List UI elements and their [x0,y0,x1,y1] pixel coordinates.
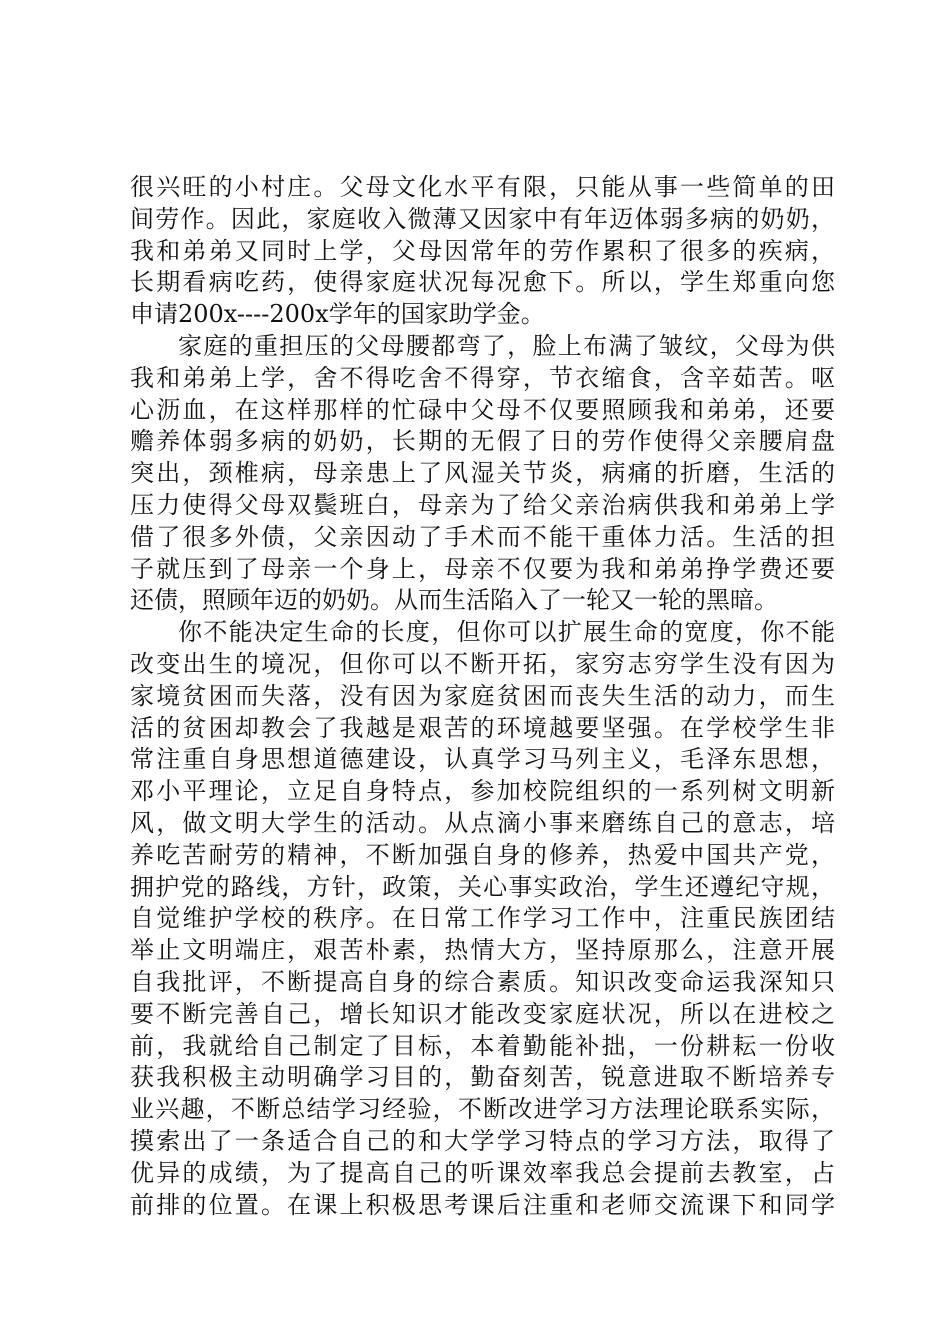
text-line: 长期看病吃药，使得家庭状况每况愈下。所以，学生郑重向您 [130,268,835,297]
text-line: 我和弟弟上学，舍不得吃舍不得穿，节衣缩食，含辛茹苦。呕 [130,363,835,392]
text-line: 举止文明端庄，艰苦朴素，热情大方，坚持原那么，注意开展 [130,936,835,965]
text-line: 邓小平理论，立足自身特点，参加校院组织的一系列树文明新 [130,777,835,806]
text-line: 很兴旺的小村庄。父母文化水平有限，只能从事一些简单的田 [130,173,835,201]
text-line: 获我积极主动明确学习目的，勤奋刻苦，锐意进取不断培养专 [130,1063,835,1092]
text-line: 还债，照顾年迈的奶奶。从而生活陷入了一轮又一轮的黑暗。 [130,586,778,615]
text-line: 要不断完善自己，增长知识才能改变家庭状况，所以在进校之 [130,999,835,1028]
document-body [130,172,835,1221]
text-line: 压力使得父母双鬓班白，母亲为了给父亲治病供我和弟弟上学 [130,490,835,519]
text-line: 业兴趣，不断总结学习经验，不断改进学习方法理论联系实际， [130,1095,835,1124]
text-line: 前，我就给自己制定了目标，本着勤能补拙，一份耕耘一份收 [130,1031,835,1060]
text-line: 心沥血，在这样那样的忙碌中父母不仅要照顾我和弟弟，还要 [130,395,835,424]
text-line: 优异的成绩，为了提高自己的听课效率我总会提前去教室，占 [130,1158,835,1187]
text-line: 申请200x----200x学年的国家助学金。 [130,300,545,329]
text-line: 你不能决定生命的长度，但你可以扩展生命的宽度，你不能 [178,618,835,647]
text-line: 间劳作。因此，家庭收入微薄又因家中有年迈体弱多病的奶奶， [130,204,835,233]
text-line: 突出，颈椎病，母亲患上了风湿关节炎，病痛的折磨，生活的 [130,459,835,488]
text-line: 养吃苦耐劳的精神，不断加强自身的修养，热爱中国共产党， [130,840,835,869]
text-line: 改变出生的境况，但你可以不断开拓，家穷志穷学生没有因为 [130,649,835,678]
text-line: 活的贫困却教会了我越是艰苦的环境越要坚强。在学校学生非 [130,713,835,742]
text-line: 赡养体弱多病的奶奶，长期的无假了日的劳作使得父亲腰肩盘 [130,427,835,456]
paragraph [130,331,835,617]
paragraph [130,172,835,331]
text-line: 拥护党的路线，方针，政策，关心事实政治，学生还遵纪守规， [130,872,835,901]
text-line: 自觉维护学校的秩序。在日常工作学习工作中，注重民族团结 [130,904,835,933]
text-line: 风，做文明大学生的活动。从点滴小事来磨练自己的意志，培 [130,808,835,837]
text-line: 家庭的重担压的父母腰都弯了，脸上布满了皱纹，父母为供 [178,331,835,360]
text-line: 前排的位置。在课上积极思考课后注重和老师交流课下和同学 [130,1190,835,1219]
text-line: 子就压到了母亲一个身上，母亲不仅要为我和弟弟挣学费还要 [130,554,835,583]
text-line: 家境贫困而失落，没有因为家庭贫困而丧失生活的动力，而生 [130,681,835,710]
text-line: 摸索出了一条适合自己的和大学学习特点的学习方法，取得了 [130,1126,835,1155]
text-line: 常注重自身思想道德建设，认真学习马列主义，毛泽东思想， [130,745,835,774]
text-line: 我和弟弟又同时上学，父母因常年的劳作累积了很多的疾病， [130,236,835,265]
paragraph [130,617,835,1221]
text-line: 自我批评，不断提高自身的综合素质。知识改变命运我深知只 [130,967,835,996]
text-line: 借了很多外债，父亲因动了手术而不能干重体力活。生活的担 [130,522,835,551]
